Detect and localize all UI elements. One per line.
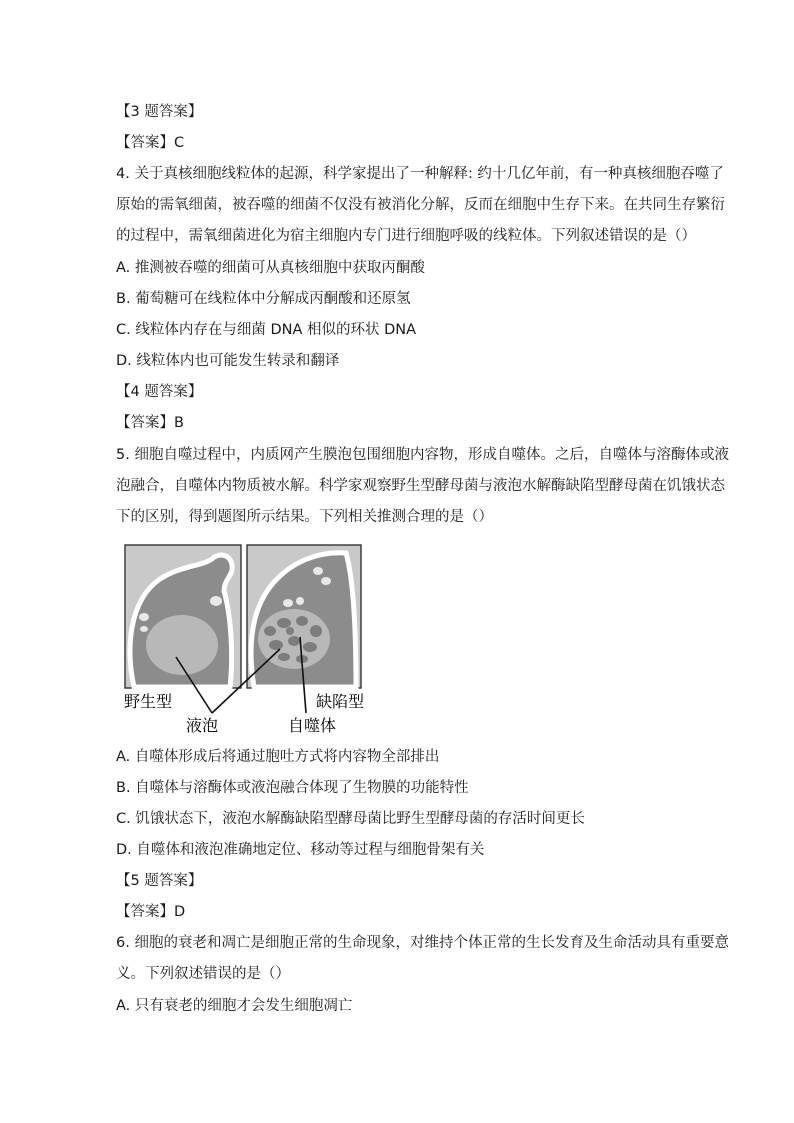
q4-answer: 【答案】B [116, 415, 184, 431]
mutant-vesicle [283, 599, 293, 607]
yeast-diagram [120, 541, 370, 741]
wild-type-vesicle [210, 596, 222, 606]
q5-answer-header: 【5 题答案】 [116, 873, 203, 889]
q4-stem-line-2: 原始的需氧细菌，被吞噬的细菌不仅没有被消化分解，反而在细胞中生存下来。在共同生存繁衍 [116, 197, 725, 213]
q5-answer: 【答案】D [116, 904, 186, 920]
q3-answer: 【答案】C [116, 135, 185, 151]
mutant-vesicle [296, 597, 304, 605]
q5-option-b: B. 自噬体与溶酶体或液泡融合体现了生物膜的功能特性 [116, 780, 469, 796]
q5-option-c: C. 饥饿状态下，液泡水解酶缺陷型酵母菌比野生型酵母菌的存活时间更长 [116, 811, 585, 827]
q4-option-d: D. 线粒体内也可能发生转录和翻译 [116, 353, 340, 369]
label-mutant: 缺陷型 [316, 692, 365, 711]
mutant-vesicle [321, 577, 331, 585]
wild-type-vesicle [140, 626, 148, 632]
q4-option-b: B. 葡萄糖可在线粒体中分解成丙酮酸和还原氢 [116, 291, 411, 307]
q5-stem-line-1: 5. 细胞自噬过程中，内质网产生膜泡包围细胞内容物，形成自噬体。之后，自噬体与溶酶体或液 [116, 447, 729, 463]
yeast-cell-figure [120, 541, 370, 741]
q4-stem-line-1: 4. 关于真核细胞线粒体的起源，科学家提出了一种解释: 约十几亿年前，有一种真核细胞吞噬了 [116, 166, 724, 182]
label-vacuole: 液泡 [186, 716, 219, 735]
q5-stem-line-2: 泡融合，自噬体内物质被水解。科学家观察野生型酵母菌与液泡水解酶缺陷型酵母菌在饥饿状态 [116, 478, 725, 494]
q5-option-d: D. 自噬体和液泡准确地定位、移动等过程与细胞骨架有关 [116, 842, 485, 858]
q5-stem-line-3: 下的区别，得到题图所示结果。下列相关推测合理的是（） [116, 509, 493, 525]
q4-option-a: A. 推测被吞噬的细菌可从真核细胞中获取丙酮酸 [116, 260, 425, 276]
q6-option-a: A. 只有衰老的细胞才会发生细胞凋亡 [116, 998, 353, 1014]
q4-option-c: C. 线粒体内存在与细菌 DNA 相似的环状 DNA [116, 322, 417, 338]
mutant-vesicle [313, 567, 323, 575]
wild-type-vesicle [139, 613, 149, 621]
label-autophagosome: 自噬体 [288, 716, 337, 735]
q5-option-a: A. 自噬体形成后将通过胞吐方式将内容物全部排出 [116, 749, 440, 765]
q6-stem-line-2: 义。下列叙述错误的是（） [116, 966, 290, 982]
q4-answer-header: 【4 题答案】 [116, 384, 203, 400]
q4-stem-line-3: 的过程中，需氧细菌进化为宿主细胞内专门进行细胞呼吸的线粒体。下列叙述错误的是（） [116, 228, 696, 244]
label-wild-type: 野生型 [124, 692, 173, 711]
q3-answer-header: 【3 题答案】 [116, 104, 203, 120]
q6-stem-line-1: 6. 细胞的衰老和凋亡是细胞正常的生命现象，对维持个体正常的生长发育及生命活动具有重要意 [116, 935, 729, 951]
